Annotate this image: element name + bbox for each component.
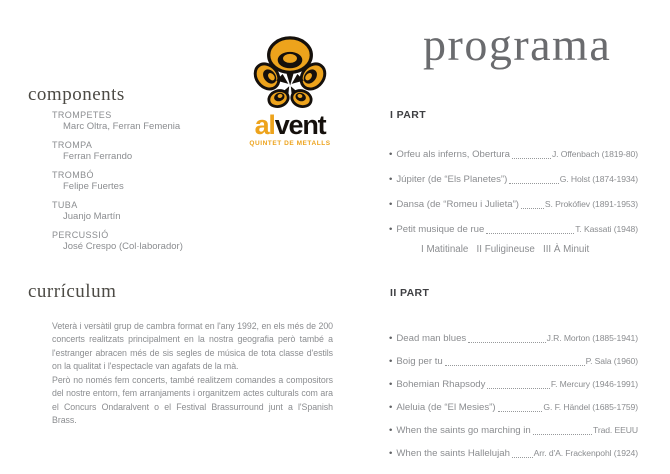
member-names: Marc Oltra, Ferran Femenia — [63, 121, 181, 132]
bullet-icon: • — [389, 356, 393, 367]
bullet-icon: • — [389, 333, 393, 344]
components-heading: components — [28, 84, 125, 105]
bullet-icon: • — [389, 425, 393, 436]
part1-heading: I PART — [390, 109, 427, 121]
composer-credit: F. Mercury (1946-1991) — [550, 379, 638, 389]
bullet-icon: • — [389, 149, 393, 160]
program-item — [389, 223, 638, 236]
member-entry — [52, 229, 292, 253]
bullet-icon: • — [389, 379, 393, 390]
composer-credit: J. Offenbach (1819-80) — [551, 149, 638, 159]
composer-credit: P. Sala (1960) — [585, 356, 638, 366]
song-title: Petit musique de rue — [396, 224, 485, 235]
logo-tagline: QUINTET DE METALLS — [249, 140, 331, 147]
program-item — [389, 401, 638, 414]
dot-leader — [521, 208, 544, 209]
member-names: Ferran Ferrando — [63, 151, 133, 162]
dot-leader — [512, 457, 533, 458]
bullet-icon: • — [389, 199, 393, 210]
member-role: TROMPETES — [52, 110, 112, 120]
program-item — [389, 198, 638, 211]
song-title: Bohemian Rhapsody — [396, 379, 486, 390]
member-role: PERCUSSIÓ — [52, 230, 109, 240]
alvent-logo — [246, 36, 334, 147]
curriculum-heading: currículum — [28, 281, 117, 302]
movements-line: I Matitinale II Fuligineuse III À Minuit — [421, 244, 590, 255]
member-entry — [52, 199, 292, 223]
member-role: TROMPA — [52, 140, 93, 150]
dot-leader — [533, 434, 592, 435]
program-item — [389, 332, 638, 345]
composer-credit: Arr. d'A. Frackenpohl (1924) — [533, 448, 638, 458]
programa-title: programa — [423, 19, 612, 70]
song-title: Boig per tu — [396, 356, 443, 367]
part1-list — [389, 148, 638, 248]
wordmark-vent: vent — [274, 110, 326, 140]
program-item — [389, 424, 638, 437]
member-entry — [52, 169, 292, 193]
composer-credit: G. Holst (1874-1934) — [559, 174, 638, 184]
curriculum-text — [52, 320, 333, 428]
song-title: When the saints Hallelujah — [396, 448, 510, 459]
dot-leader — [468, 342, 545, 343]
part2-heading: II PART — [390, 287, 430, 299]
bullet-icon: • — [389, 224, 393, 235]
dot-leader — [509, 183, 558, 184]
composer-credit: G. F. Händel (1685-1759) — [543, 402, 638, 412]
composer-credit: Trad. EEUU — [592, 425, 638, 435]
dot-leader — [486, 233, 574, 234]
dot-leader — [498, 411, 543, 412]
member-names: Felipe Fuertes — [63, 181, 124, 192]
composer-credit: S. Prokófiev (1891-1953) — [544, 199, 638, 209]
program-item — [389, 355, 638, 368]
program-item — [389, 447, 638, 460]
song-title: Dansa (de “Romeu i Julieta”) — [396, 199, 519, 210]
bullet-icon: • — [389, 448, 393, 459]
wordmark-al: al — [254, 110, 275, 140]
song-title: Dead man blues — [396, 333, 467, 344]
part2-list — [389, 332, 638, 470]
member-names: Juanjo Martín — [63, 211, 121, 222]
member-names: José Crespo (Col·laborador) — [63, 241, 183, 252]
song-title: When the saints go marching in — [396, 425, 531, 436]
brass-bells-icon — [249, 36, 331, 112]
composer-credit: T. Kassati (1948) — [575, 224, 638, 234]
logo-wordmark — [246, 110, 334, 140]
bullet-icon: • — [389, 402, 393, 413]
dot-leader — [512, 158, 551, 159]
composer-credit: J.R. Morton (1885-1941) — [546, 333, 638, 343]
member-role: TUBA — [52, 200, 78, 210]
song-title: Orfeu als inferns, Obertura — [396, 149, 510, 160]
curriculum-paragraph: Però no només fem concerts, també realitzem comandes a compositors del nostre entorn, fem arranjaments i organitzem actes culturals com ara el Concurs Ondaralvent o el Festival Brassurround junt a l'Spanish Brass. — [52, 374, 333, 426]
program-item — [389, 378, 638, 391]
program-item — [389, 148, 638, 161]
member-role: TROMBÓ — [52, 170, 94, 180]
bullet-icon: • — [389, 174, 393, 185]
dot-leader — [445, 365, 585, 366]
dot-leader — [487, 388, 549, 389]
song-title: Aleluia (de “El Mesies”) — [396, 402, 496, 413]
program-item — [389, 173, 638, 186]
song-title: Júpiter (de “Els Planetes”) — [396, 174, 508, 185]
curriculum-paragraph: Veterà i versàtil grup de cambra format en l'any 1992, en els més de 200 concerts realitzats principalment en la nostra geografia però també a l'estranger abracen més de sis segles de música de tota classe d'estils on la qualitat i l'espectacle van agafats de la mà. — [52, 321, 333, 372]
